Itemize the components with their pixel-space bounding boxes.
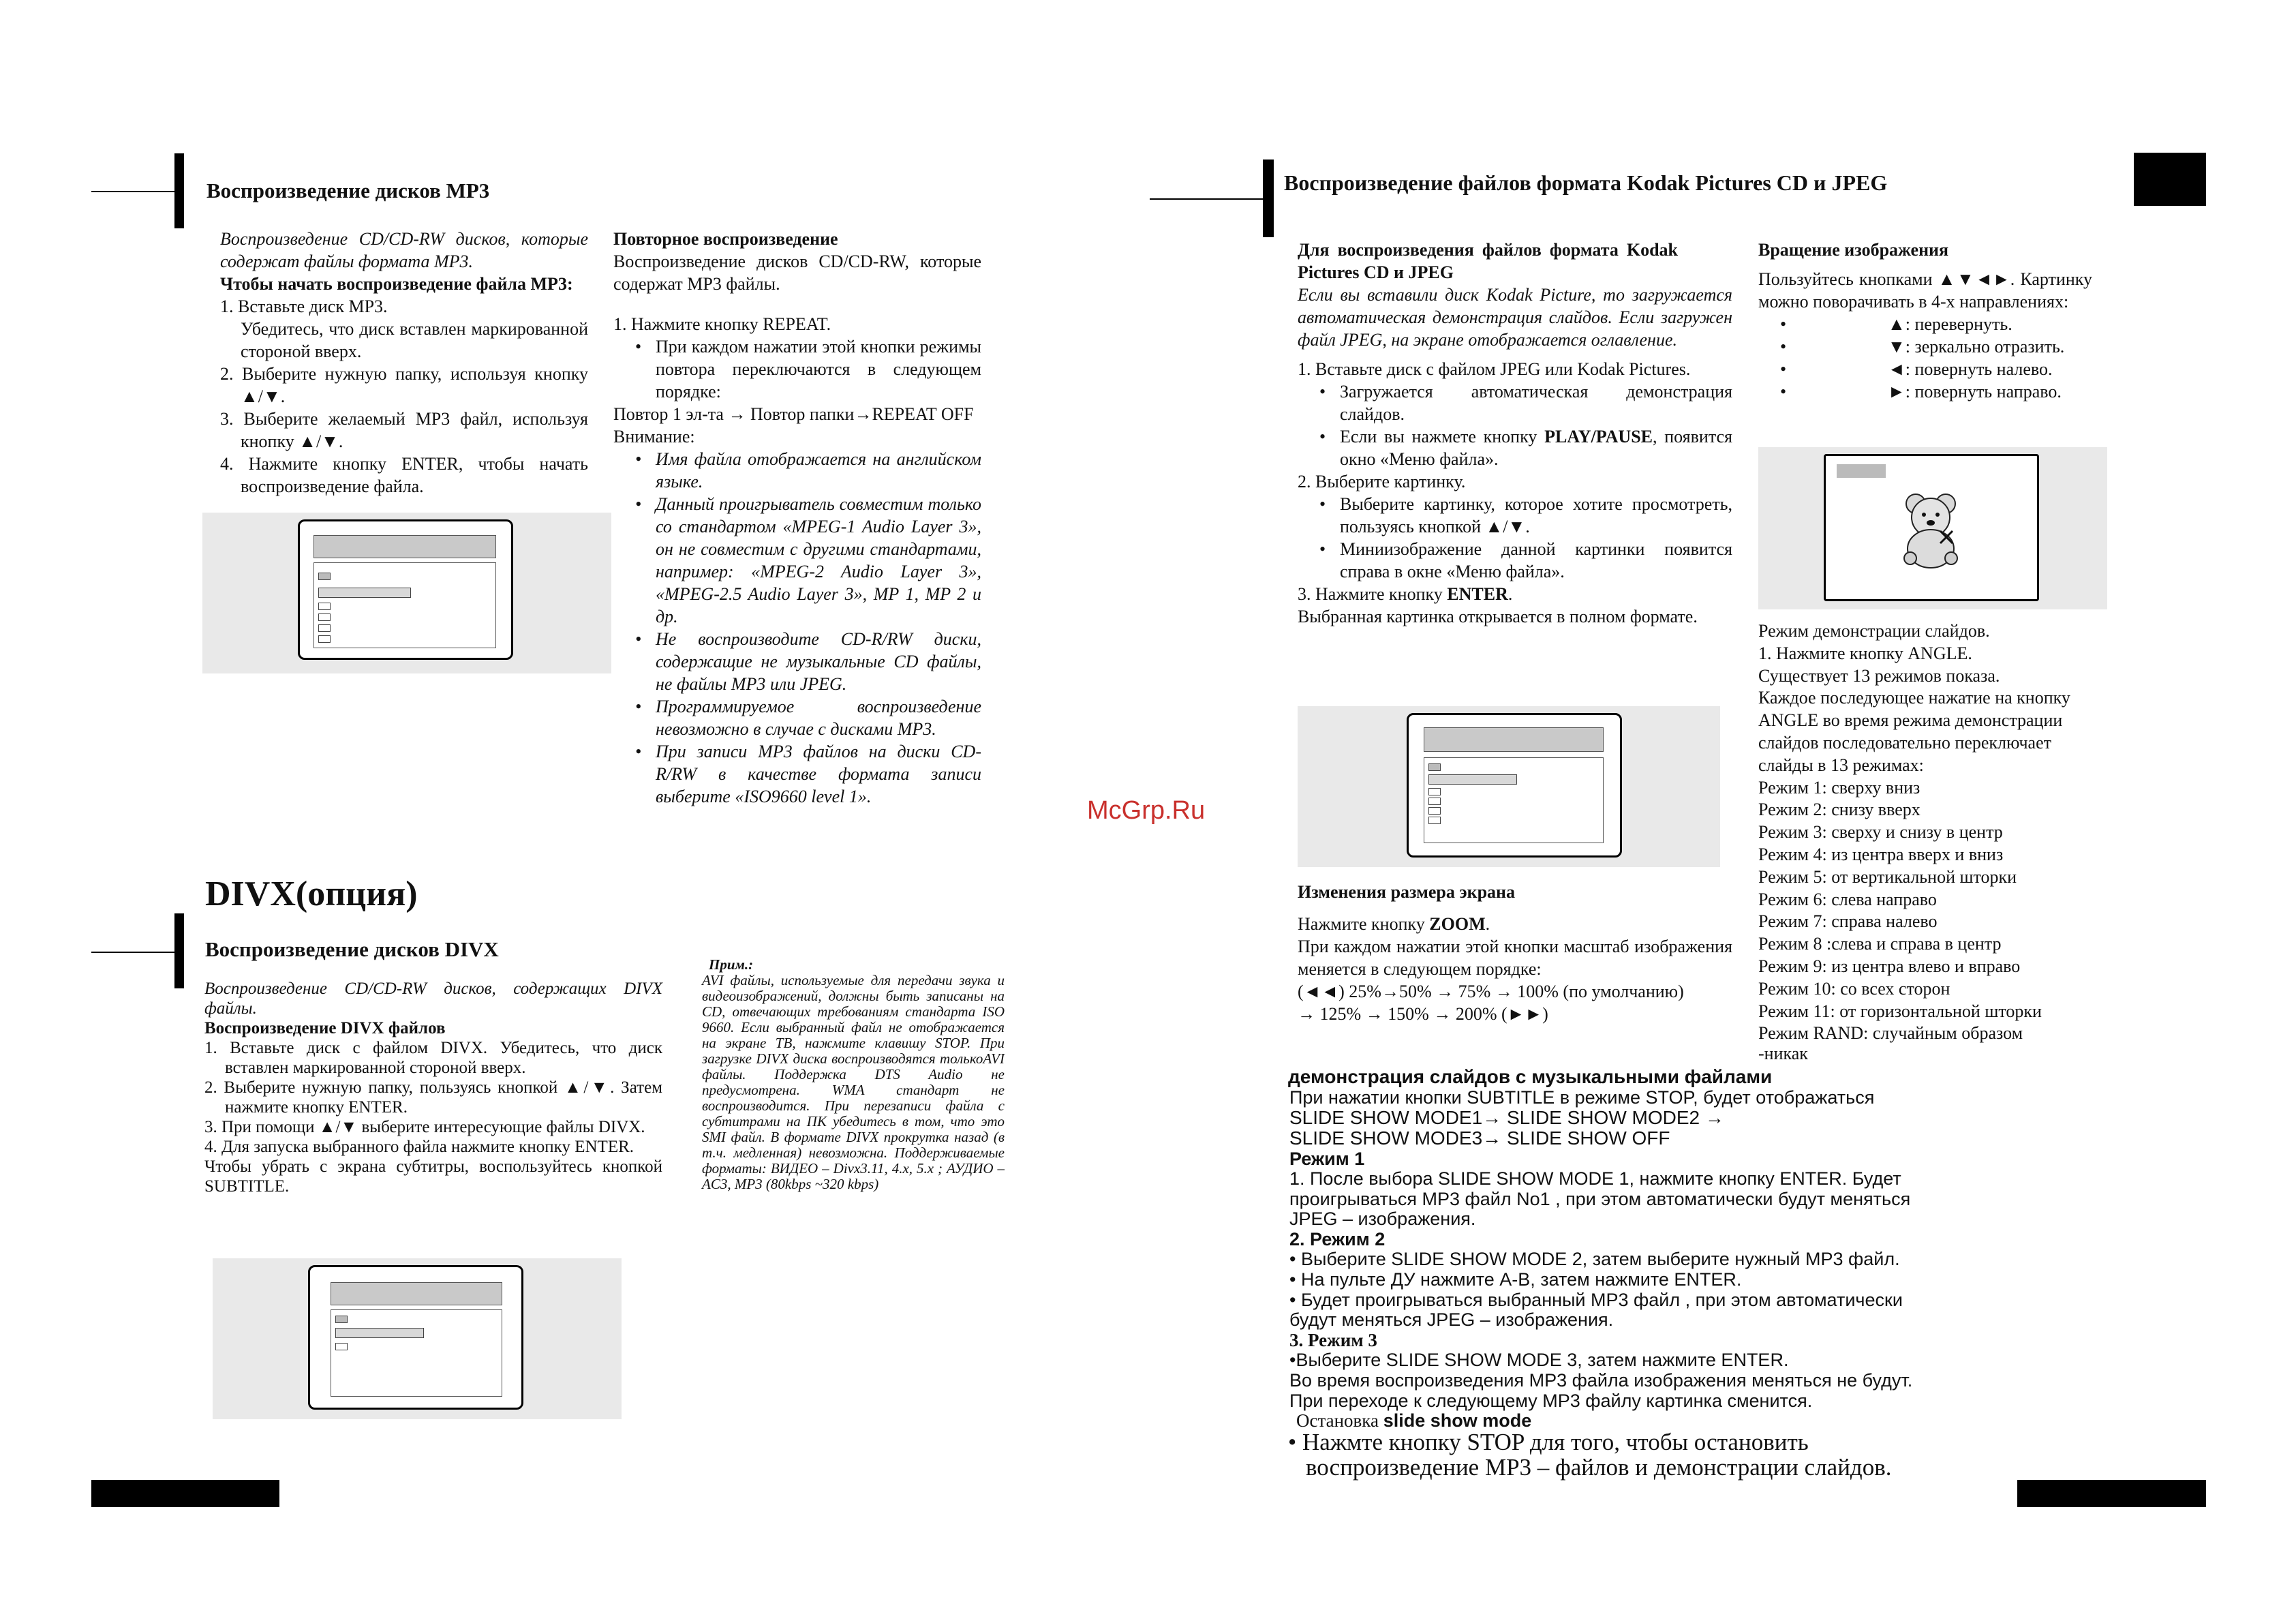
rotate-1: • ▲: перевернуть. — [1758, 313, 2092, 335]
slides-mode-4: Режим 4: из центра вверх и вниз — [1758, 844, 2004, 864]
slides-mode-6: Режим 6: слева направо — [1758, 889, 1937, 909]
rotate-text: Пользуйтесь кнопками ▲▼◄►. Картинку можно поворачивать в 4-х направлениях: — [1758, 269, 2092, 312]
mp3-screen — [298, 519, 513, 660]
slides-mode-3: Режим 3: сверху и снизу в центр — [1758, 822, 2003, 843]
music-line-1: При нажатии кнопки SUBTITLE в режиме STOP, будет отображаться — [1289, 1087, 1875, 1108]
music-line-2: SLIDE SHOW MODE1→ SLIDE SHOW MODE2 → — [1289, 1107, 1724, 1128]
music-mode-1b: проигрываться MP3 файл No1 , при этом автоматически будут меняться — [1289, 1189, 1911, 1209]
kodak-step-3: 3. Нажмите кнопку ENTER. — [1298, 584, 1513, 604]
music-mode-2d: будут меняться JPEG – изображения. — [1289, 1309, 1614, 1330]
mp3-screen-figure — [202, 513, 611, 673]
music-title: демонстрация слайдов с музыкальными файлами — [1288, 1066, 1773, 1087]
slides-column — [1758, 620, 2107, 1063]
rotate-4: • ►: повернуть направо. — [1758, 380, 2092, 403]
left-vbar-mp3 — [174, 153, 184, 228]
zoom-title: Изменения размера экрана — [1298, 882, 1516, 902]
music-line-3: SLIDE SHOW MODE3→ SLIDE SHOW OFF — [1289, 1127, 1670, 1149]
slides-mode-9: Режим 9: из центра влево и вправо — [1758, 956, 2021, 976]
slides-mode-none: -никак — [1758, 1044, 1808, 1064]
right-footer-bar — [2017, 1480, 2206, 1507]
mp3-title: Воспроизведение дисков MP3 — [206, 179, 490, 202]
kodak-bullet-1: • Загружается автоматическая демонстрация слайдов. — [1298, 380, 1732, 425]
slides-intro: Режим демонстрации слайдов. — [1758, 621, 1990, 641]
zoom-order-2: → 125% → 150% → 200% (►►) — [1298, 1004, 1548, 1024]
slides-mode-7: Режим 7: справа налево — [1758, 911, 1938, 932]
music-mode-3c: При переходе к следующему MP3 файлу картинка сменится. — [1289, 1391, 1813, 1411]
slides-mode-11: Режим 11: от горизонтальной шторки — [1758, 1001, 2042, 1021]
left-rule-top — [91, 191, 176, 192]
mp3-intro: Воспроизведение CD/CD-RW дисков, которые содержат файлы формата MP3. — [220, 229, 588, 271]
divx-step-1: 1. Вставьте диск с файлом DIVX. Убедитесь, что диск вставлен маркированной стороной вверх. — [204, 1039, 662, 1077]
music-stop-1: • Нажмте кнопку STOP для того, чтобы остановить — [1288, 1429, 1809, 1455]
rotate-2: • ▼: зеркально отразить. — [1758, 335, 2092, 358]
repeat-bullet-1: • При каждом нажатии этой кнопки режимы повтора переключаются в следующем порядке: — [613, 335, 981, 403]
zoom-column — [1298, 881, 1732, 1025]
mp3-step-3: 3. Выберите желаемый MP3 файл, используя кнопку ▲/▼. — [220, 409, 588, 451]
kodak-full: Выбранная картинка открывается в полном формате. — [1298, 607, 1698, 626]
repeat-note-4: • Программируемое воспроизведение невозможно в случае с дисками MP3. — [613, 695, 981, 740]
music-mode-1a: 1. После выбора SLIDE SHOW MODE 1, нажмите кнопку ENTER. Будет — [1289, 1168, 1901, 1189]
kodak-screen-figure — [1298, 706, 1720, 867]
divx-column — [204, 979, 662, 1196]
slides-mode-5: Режим 5: от вертикальной шторки — [1758, 866, 2017, 887]
rotate-figure — [1758, 447, 2107, 609]
divx-screen — [308, 1265, 523, 1410]
slides-mode-2: Режим 2: снизу вверх — [1758, 800, 1920, 820]
rotate-title: Вращение изображения — [1758, 240, 1949, 260]
music-mode-3: 3. Режим 3 — [1289, 1330, 1377, 1350]
slides-line-1: Существует 13 режимов показа. — [1758, 665, 2000, 686]
mp3-step-1b: Убедитесь, что диск вставлен маркированной стороной вверх. — [241, 319, 588, 361]
mp3-start: Чтобы начать воспроизведение файла MP3: — [220, 274, 573, 294]
music-mode-3b: Во время воспроизведения MP3 файла изображения меняться не будут. — [1289, 1370, 1913, 1391]
kodak-screen — [1407, 713, 1622, 858]
rotate-column — [1758, 239, 2092, 403]
zoom-press: Нажмите кнопку ZOOM. — [1298, 914, 1490, 934]
right-vbar — [1263, 160, 1274, 237]
music-mode-2: 2. Режим 2 — [1289, 1229, 1386, 1249]
right-rule-top — [1150, 198, 1266, 200]
kodak-title: Воспроизведение файлов формата Kodak Pictures CD и JPEG — [1284, 170, 1888, 195]
kodak-intro: Если вы вставили диск Kodak Picture, то загружается автоматическая демонстрация слайдов. Если загружен файл JPEG, на экране отображается оглавление. — [1298, 285, 1732, 350]
repeat-note-2: • Данный проигрыватель совместим только со стандартом «MPEG-1 Audio Layer 3», он не совместим с другими стандартами, например: «MPEG-2 Audio Layer 3», «MPEG-2.5 Audio Layer 3», MP 1, MP 2 и др. — [613, 493, 981, 628]
kodak-bullet-4: • Миниизображение данной картинки появится справа в окне «Меню файла». — [1298, 538, 1732, 583]
mp3-column — [220, 228, 588, 498]
music-mode-2a: • Выберите SLIDE SHOW MODE 2, затем выберите нужный MP3 файл. — [1289, 1249, 1900, 1269]
rotate-screen — [1824, 454, 2039, 601]
slides-mode-rand: Режим RAND: случайным образом — [1758, 1023, 2023, 1044]
kodak-bullet-3: • Выберите картинку, которое хотите просмотреть, пользуясь кнопкой ▲/▼. — [1298, 493, 1732, 538]
repeat-note-3: • Не воспроизводите CD-R/RW диски, содержащие не музыкальные CD файлы, не файлы MP3 или JPEG. — [613, 628, 981, 695]
repeat-note-1: • Имя файла отображается на английском языке. — [613, 448, 981, 493]
teddy-bear-picture — [1887, 483, 1976, 572]
slides-step-1: 1. Нажмите кнопку ANGLE. — [1758, 643, 1972, 663]
divx-subtitle: Чтобы убрать с экрана субтитры, воспользуйтесь кнопкой SUBTITLE. — [204, 1157, 662, 1196]
divx-intro: Воспроизведение CD/CD-RW дисков, содержащих DIVX файлы. — [204, 980, 662, 1018]
divx-step-2: 2. Выберите нужную папку, пользуясь кнопкой ▲/▼. Затем нажмите кнопку ENTER. — [204, 1078, 662, 1117]
repeat-note-label: Внимание: — [613, 427, 695, 446]
divx-step-3: 3. При помощи ▲/▼ выберите интересующие файлы DIVX. — [204, 1118, 645, 1136]
zoom-text: При каждом нажатии этой кнопки масштаб изображения меняется в следующем порядке: — [1298, 937, 1732, 979]
kodak-sub: Для воспроизведения файлов формата Kodak Pictures CD и JPEG — [1298, 240, 1678, 282]
right-corner-tab — [2134, 153, 2206, 206]
watermark: McGrp.Ru — [1087, 796, 1206, 825]
divx-title: Воспроизведение дисков DIVX — [205, 937, 499, 961]
music-stop-mode: Остановка slide show mode — [1296, 1410, 1532, 1431]
mp3-step-1: 1. Вставьте диск MP3. — [220, 297, 388, 316]
repeat-title: Повторное воспроизведение — [613, 229, 838, 249]
divx-note: AVI файлы, используемые для передачи звука и видеоизображений, должны быть записаны на CD, отвечающих требованиям стандарта ISO 9660. Если выбранный файл не отображается на экране ТВ, нажмите клавишу STOP. При загрузке DIVX диска воспроизводятся толькоAVI файлы. Поддержка DTS Audio не предусмотрена. WMA стандарт не воспроизводится. При перезаписи файла с субтитрами на ПК убедитесь в том, что это SMI файл. В формате DIVX прокрутка назад (в т.ч. медленная) невозможна. Поддерживаемые форматы: ВИДЕО – Divx3.11, 4.x, 5.x ; АУДИО – AC3, MP3 (80kbps ~320 kbps) — [702, 972, 1005, 1192]
divx-note-label: Прим.: — [709, 956, 754, 973]
repeat-intro: Воспроизведение дисков CD/CD-RW, которые содержат MP3 файлы. — [613, 252, 981, 294]
kodak-step-1: 1. Вставьте диск с файлом JPEG или Kodak Pictures. — [1298, 359, 1691, 379]
kodak-bullet-2: • Если вы нажмете кнопку PLAY/PAUSE, появится окно «Меню файла». — [1298, 425, 1732, 470]
slides-mode-8: Режим 8 :слева и справа в центр — [1758, 934, 2002, 954]
rotate-3: • ◄: повернуть налево. — [1758, 358, 2092, 380]
left-footer-bar — [91, 1480, 279, 1507]
divx-heading: DIVX(опция) — [205, 875, 418, 913]
music-mode-2b: • На пульте ДУ нажмите A-B, затем нажмите ENTER. — [1289, 1269, 1742, 1290]
left-vbar-divx — [174, 913, 184, 988]
zoom-order-1: (◄◄) 25%→50% → 75% → 100% (по умолчанию) — [1298, 982, 1684, 1001]
music-mode-3a: •Выберите SLIDE SHOW MODE 3, затем нажмите ENTER. — [1289, 1350, 1789, 1370]
slides-mode-1: Режим 1: сверху вниз — [1758, 777, 1920, 798]
mp3-step-2: 2. Выберите нужную папку, используя кнопку ▲/▼. — [220, 364, 588, 406]
music-mode-1c: JPEG – изображения. — [1289, 1209, 1476, 1229]
music-stop-2: воспроизведение MP3 – файлов и демонстрации слайдов. — [1306, 1454, 1892, 1481]
kodak-step-2: 2. Выберите картинку. — [1298, 472, 1466, 491]
repeat-column — [613, 228, 981, 808]
left-rule-divx — [91, 952, 176, 953]
repeat-order: Повтор 1 эл-та → Повтор папки→REPEAT OFF — [613, 404, 974, 424]
kodak-column — [1298, 239, 1732, 628]
divx-step-4: 4. Для запуска выбранного файла нажмите кнопку ENTER. — [204, 1138, 634, 1156]
music-mode-1: Режим 1 — [1289, 1149, 1365, 1169]
divx-screen-figure — [213, 1258, 622, 1419]
slides-mode-10: Режим 10: со всех сторон — [1758, 978, 1950, 999]
repeat-note-5: • При записи MP3 файлов на диски CD-R/RW в качестве формата записи выберите «ISO9660 level 1». — [613, 740, 981, 808]
divx-note-column — [702, 957, 1005, 1192]
repeat-step-1: 1. Нажмите кнопку REPEAT. — [613, 314, 831, 334]
mp3-step-4: 4. Нажмите кнопку ENTER, чтобы начать воспроизведение файла. — [220, 454, 588, 496]
music-mode-2c: • Будет проигрываться выбранный MP3 файл , при этом автоматически — [1289, 1290, 1903, 1310]
divx-sub: Воспроизведение DIVX файлов — [204, 1019, 446, 1037]
slides-line-2: Каждое последующее нажатие на кнопку ANGLE во время режима демонстрации слайдов последовательно переключает слайды в 13 режимах: — [1758, 688, 2070, 775]
